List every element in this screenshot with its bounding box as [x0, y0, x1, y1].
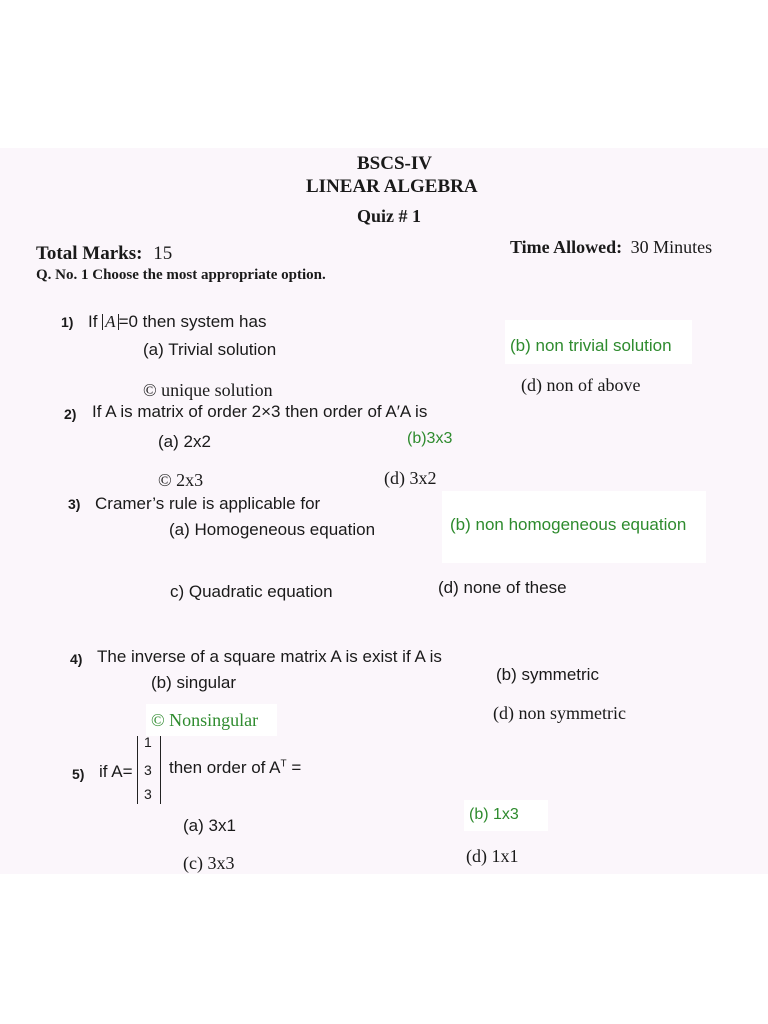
- q4-text: The inverse of a square matrix A is exist if A is: [97, 647, 442, 666]
- q3-option-b: (b) non homogeneous equation: [450, 515, 687, 534]
- matrix-entry: 3: [144, 762, 152, 778]
- q1-option-c: © unique solution: [143, 380, 273, 400]
- q3-number: 3): [68, 496, 81, 512]
- q4-option-b-symmetric: (b) symmetric: [496, 665, 599, 684]
- total-marks-value: 15: [153, 243, 173, 264]
- quiz-title: Quiz # 1: [357, 206, 422, 226]
- q1-number: 1): [61, 314, 74, 330]
- q4-number: 4): [70, 651, 83, 667]
- q3-option-c: c) Quadratic equation: [170, 582, 333, 601]
- matrix-entry: 3: [144, 786, 152, 802]
- q1-text: If A =0 then system has: [88, 312, 267, 331]
- time-value: 30 Minutes: [630, 237, 713, 257]
- q5-number: 5): [72, 766, 85, 782]
- q4-option-b-singular: (b) singular: [151, 673, 237, 692]
- q4-option-c: © Nonsingular: [151, 710, 259, 730]
- q2-text: If A is matrix of order 2×3 then order of A′A is: [92, 402, 428, 421]
- q5-option-a: (a) 3x1: [183, 816, 236, 835]
- q4-option-d: (d) non symmetric: [493, 703, 626, 723]
- q3-option-a: (a) Homogeneous equation: [169, 520, 376, 539]
- q5-prefix: if A=: [99, 762, 133, 781]
- q2-option-b: (b)3x3: [407, 430, 453, 447]
- q3-option-d: (d) none of these: [438, 578, 567, 597]
- q2-option-c: © 2x3: [158, 470, 204, 490]
- q5-option-b: (b) 1x3: [469, 806, 519, 823]
- time-label: Time Allowed:: [510, 237, 623, 257]
- instruction: Q. No. 1 Choose the most appropriate option.: [36, 267, 326, 283]
- program-title: BSCS-IV: [357, 153, 432, 174]
- total-marks: [36, 243, 172, 265]
- q2-number: 2): [64, 406, 77, 422]
- q1-option-d: (d) non of above: [521, 375, 641, 395]
- q5-option-c: (c) 3x3: [183, 853, 235, 873]
- q3-text: Cramer’s rule is applicable for: [95, 494, 321, 513]
- q2-option-d: (d) 3x2: [384, 468, 437, 488]
- column-matrix: [137, 736, 161, 804]
- time-allowed: [510, 237, 712, 258]
- matrix-entry: 1: [144, 734, 152, 750]
- q1-option-b: (b) non trivial solution: [510, 336, 672, 355]
- total-marks-label: Total Marks:: [36, 243, 143, 264]
- q5-option-d: (d) 1x1: [466, 846, 519, 866]
- q1-option-a: (a) Trivial solution: [143, 340, 277, 359]
- q2-option-a: (a) 2x2: [158, 432, 211, 451]
- determinant-A: A: [102, 314, 118, 330]
- course-title: LINEAR ALGEBRA: [306, 176, 478, 197]
- q5-text: then order of $A^T$ =: [169, 758, 302, 777]
